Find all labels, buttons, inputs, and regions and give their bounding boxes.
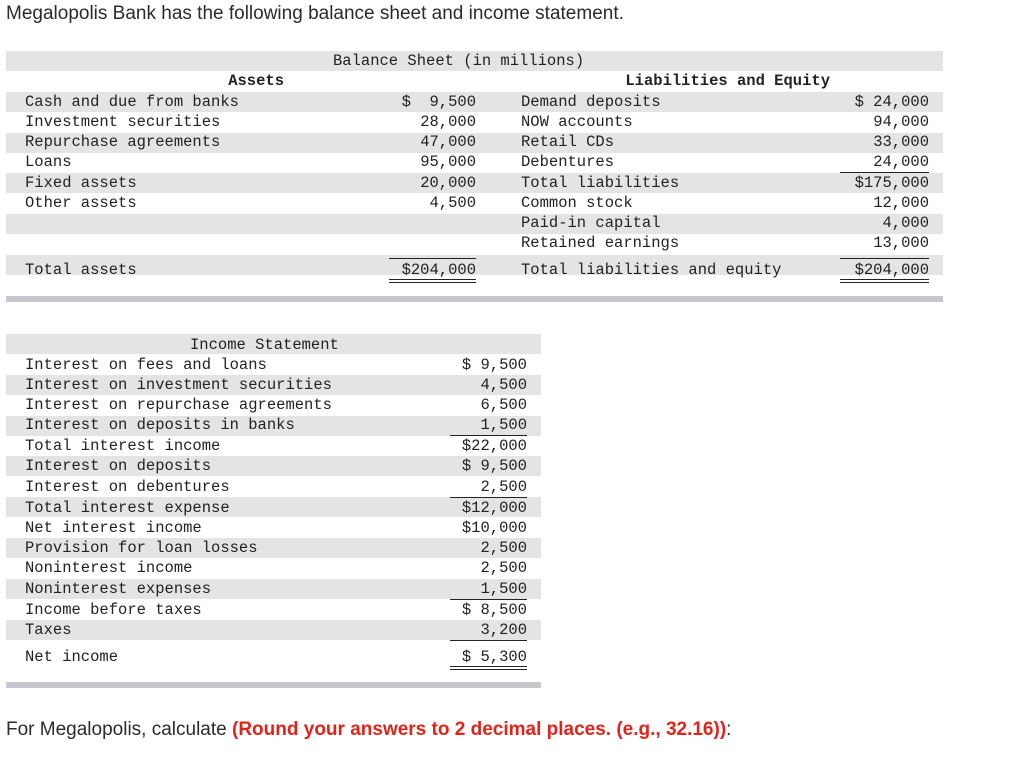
asset-value: 47,000 [420,133,476,151]
liability-value: 94,000 [873,113,929,131]
income-value: 1,500 [450,579,527,599]
liability-label: Demand deposits [521,93,661,111]
income-label: Interest on deposits in banks [25,416,295,434]
asset-label: Other assets [25,194,137,212]
band [6,214,943,234]
income-label: Interest on repurchase agreements [25,396,332,414]
net-income-value: $ 5,300 [450,647,527,667]
income-statement-title: Income Statement [190,336,339,354]
income-label: Income before taxes [25,601,202,619]
liabilities-header: Liabilities and Equity [625,72,830,90]
total-assets-value: $204,000 [389,260,476,280]
liability-value: $ 24,000 [854,93,929,111]
income-value: $22,000 [461,437,527,455]
income-value: 4,500 [480,376,527,394]
asset-value: 20,000 [420,174,476,192]
net-income-label: Net income [25,648,119,666]
liability-label: Common stock [521,194,633,212]
asset-label: Investment securities [25,113,221,131]
liability-value: 24,000 [840,152,929,172]
liability-value: 13,000 [873,234,929,252]
income-label: Interest on debentures [25,478,230,496]
intro-text: Megalopolis Bank has the following balance sheet and income statement. [6,3,624,24]
liability-value: 12,000 [873,194,929,212]
question-prompt [6,719,731,741]
income-label: Total interest expense [25,499,230,517]
asset-value: 95,000 [420,153,476,171]
asset-label: Loans [25,153,72,171]
income-label: Provision for loan losses [25,539,258,557]
asset-value: 4,500 [429,194,476,212]
income-label: Taxes [25,621,72,639]
asset-label: Fixed assets [25,174,137,192]
income-value: 2,500 [480,539,527,557]
question-suffix: : [726,719,732,740]
income-statement [6,334,541,690]
asset-label: Cash and due from banks [25,93,239,111]
liability-label: NOW accounts [521,113,633,131]
income-value: 1,500 [450,415,527,435]
bottom-rule [6,682,541,688]
question-text: For Megalopolis, calculate [6,719,232,740]
total-assets-label: Total assets [25,261,137,279]
balance-sheet-title: Balance Sheet (in millions) [333,52,585,70]
total-liab-equity-label: Total liabilities and equity [521,261,782,279]
asset-label: Repurchase agreements [25,133,221,151]
income-value: 6,500 [480,396,527,414]
liability-label: Retail CDs [521,133,615,151]
liability-label: Debentures [521,153,615,171]
liability-value: $175,000 [854,174,929,192]
bottom-rule [6,296,943,302]
income-label: Interest on investment securities [25,376,332,394]
income-label: Noninterest expenses [25,580,212,598]
income-value: 3,200 [450,620,527,640]
income-value: $ 9,500 [461,457,527,475]
liability-value: 33,000 [873,133,929,151]
income-value: $ 8,500 [461,601,527,619]
income-label: Total interest income [25,437,221,455]
income-value: $ 9,500 [461,356,527,374]
income-label: Noninterest income [25,559,193,577]
assets-header: Assets [228,72,284,90]
asset-value: $ 9,500 [401,93,476,111]
rounding-hint: (Round your answers to 2 decimal places. (e.g., 32.16)) [232,719,727,740]
income-value: $12,000 [461,499,527,517]
liability-value: 4,000 [882,214,929,232]
income-value: 2,500 [450,477,527,497]
income-label: Interest on deposits [25,457,212,475]
income-value: 2,500 [480,559,527,577]
income-label: Interest on fees and loans [25,356,267,374]
asset-value: 28,000 [420,113,476,131]
income-label: Net interest income [25,519,202,537]
total-liab-equity-value: $204,000 [840,260,929,280]
liability-label: Retained earnings [521,234,680,252]
liability-label: Total liabilities [521,174,680,192]
liability-label: Paid-in capital [521,214,661,232]
income-value: $10,000 [461,519,527,537]
balance-sheet [6,51,943,302]
